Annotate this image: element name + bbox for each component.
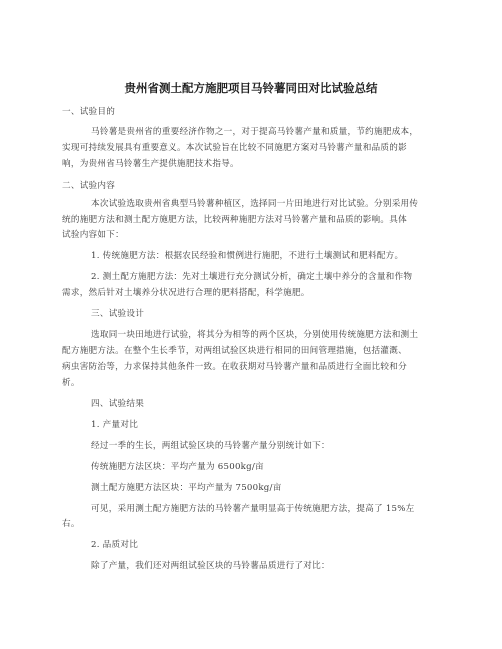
document-title: 贵州省测土配方施肥项目马铃薯同田对比试验总结 (124, 81, 378, 95)
paragraph-line: 配方施肥方法。在整个生长季节，对两组试验区块进行相同的田间管理措施，包括灌溉、 (62, 346, 407, 356)
list-item: 1. 传统施肥方法：根据农民经验和惯例进行施肥，不进行土壤测试和肥料配方。 (91, 251, 404, 261)
paragraph-line: 选取同一块田地进行试验，将其分为相等的两个区块，分别使用传统施肥方法和测土 (91, 330, 419, 340)
paragraph-line: 响，为贵州省马铃薯生产提供施肥技术指导。 (62, 159, 239, 169)
section-heading-results: 四、试验结果 (91, 399, 145, 409)
paragraph-line: 试验内容如下： (62, 230, 124, 240)
paragraph-line: 统的施肥方法和测土配方施肥方法，比较两种施肥方法对马铃薯产量和品质的影响。具体 (62, 215, 407, 225)
list-item: 2. 测土配方施肥方法：先对土壤进行充分测试分析，确定土壤中养分的含量和作物 (91, 272, 413, 282)
paragraph-line: 需求，然后针对土壤养分状况进行合理的肥料搭配，科学施肥。 (62, 288, 310, 298)
result-soil-testing: 测土配方施肥方法区块：平均产量为 7500kg/亩 (91, 483, 282, 493)
section-heading-design: 三、试验设计 (91, 309, 145, 319)
paragraph-line: 除了产量，我们还对两组试验区块的马铃薯品质进行了对比： (91, 561, 330, 571)
paragraph-line: 病虫害防治等，力求保持其他条件一致。在收获期对马铃薯产量和品质进行全面比较和分 (62, 362, 407, 372)
section-heading-purpose: 一、试验目的 (62, 107, 116, 117)
subheading-quality: 2. 品质对比 (91, 540, 139, 550)
section-heading-content: 二、试验内容 (62, 181, 116, 191)
paragraph-line: 实现可持续发展具有重要意义。本次试验旨在比较不同施肥方案对马铃薯产量和品质的影 (62, 143, 407, 153)
paragraph-line: 可见，采用测土配方施肥方法的马铃薯产量明显高于传统施肥方法，提高了 15%左 (91, 504, 415, 514)
result-traditional: 传统施肥方法区块：平均产量为 6500kg/亩 (91, 462, 264, 472)
subheading-yield: 1. 产量对比 (91, 420, 139, 430)
paragraph-line: 马铃薯是贵州省的重要经济作物之一，对于提高马铃薯产量和质量，节约施肥成本， (91, 127, 419, 137)
paragraph-line: 右。 (62, 519, 80, 529)
paragraph-line: 经过一季的生长，两组试验区块的马铃薯产量分别统计如下： (91, 441, 330, 451)
paragraph-line: 析。 (62, 378, 80, 388)
paragraph-line: 本次试验选取贵州省典型马铃薯种植区，选择同一片田地进行对比试验。分别采用传 (91, 199, 419, 209)
